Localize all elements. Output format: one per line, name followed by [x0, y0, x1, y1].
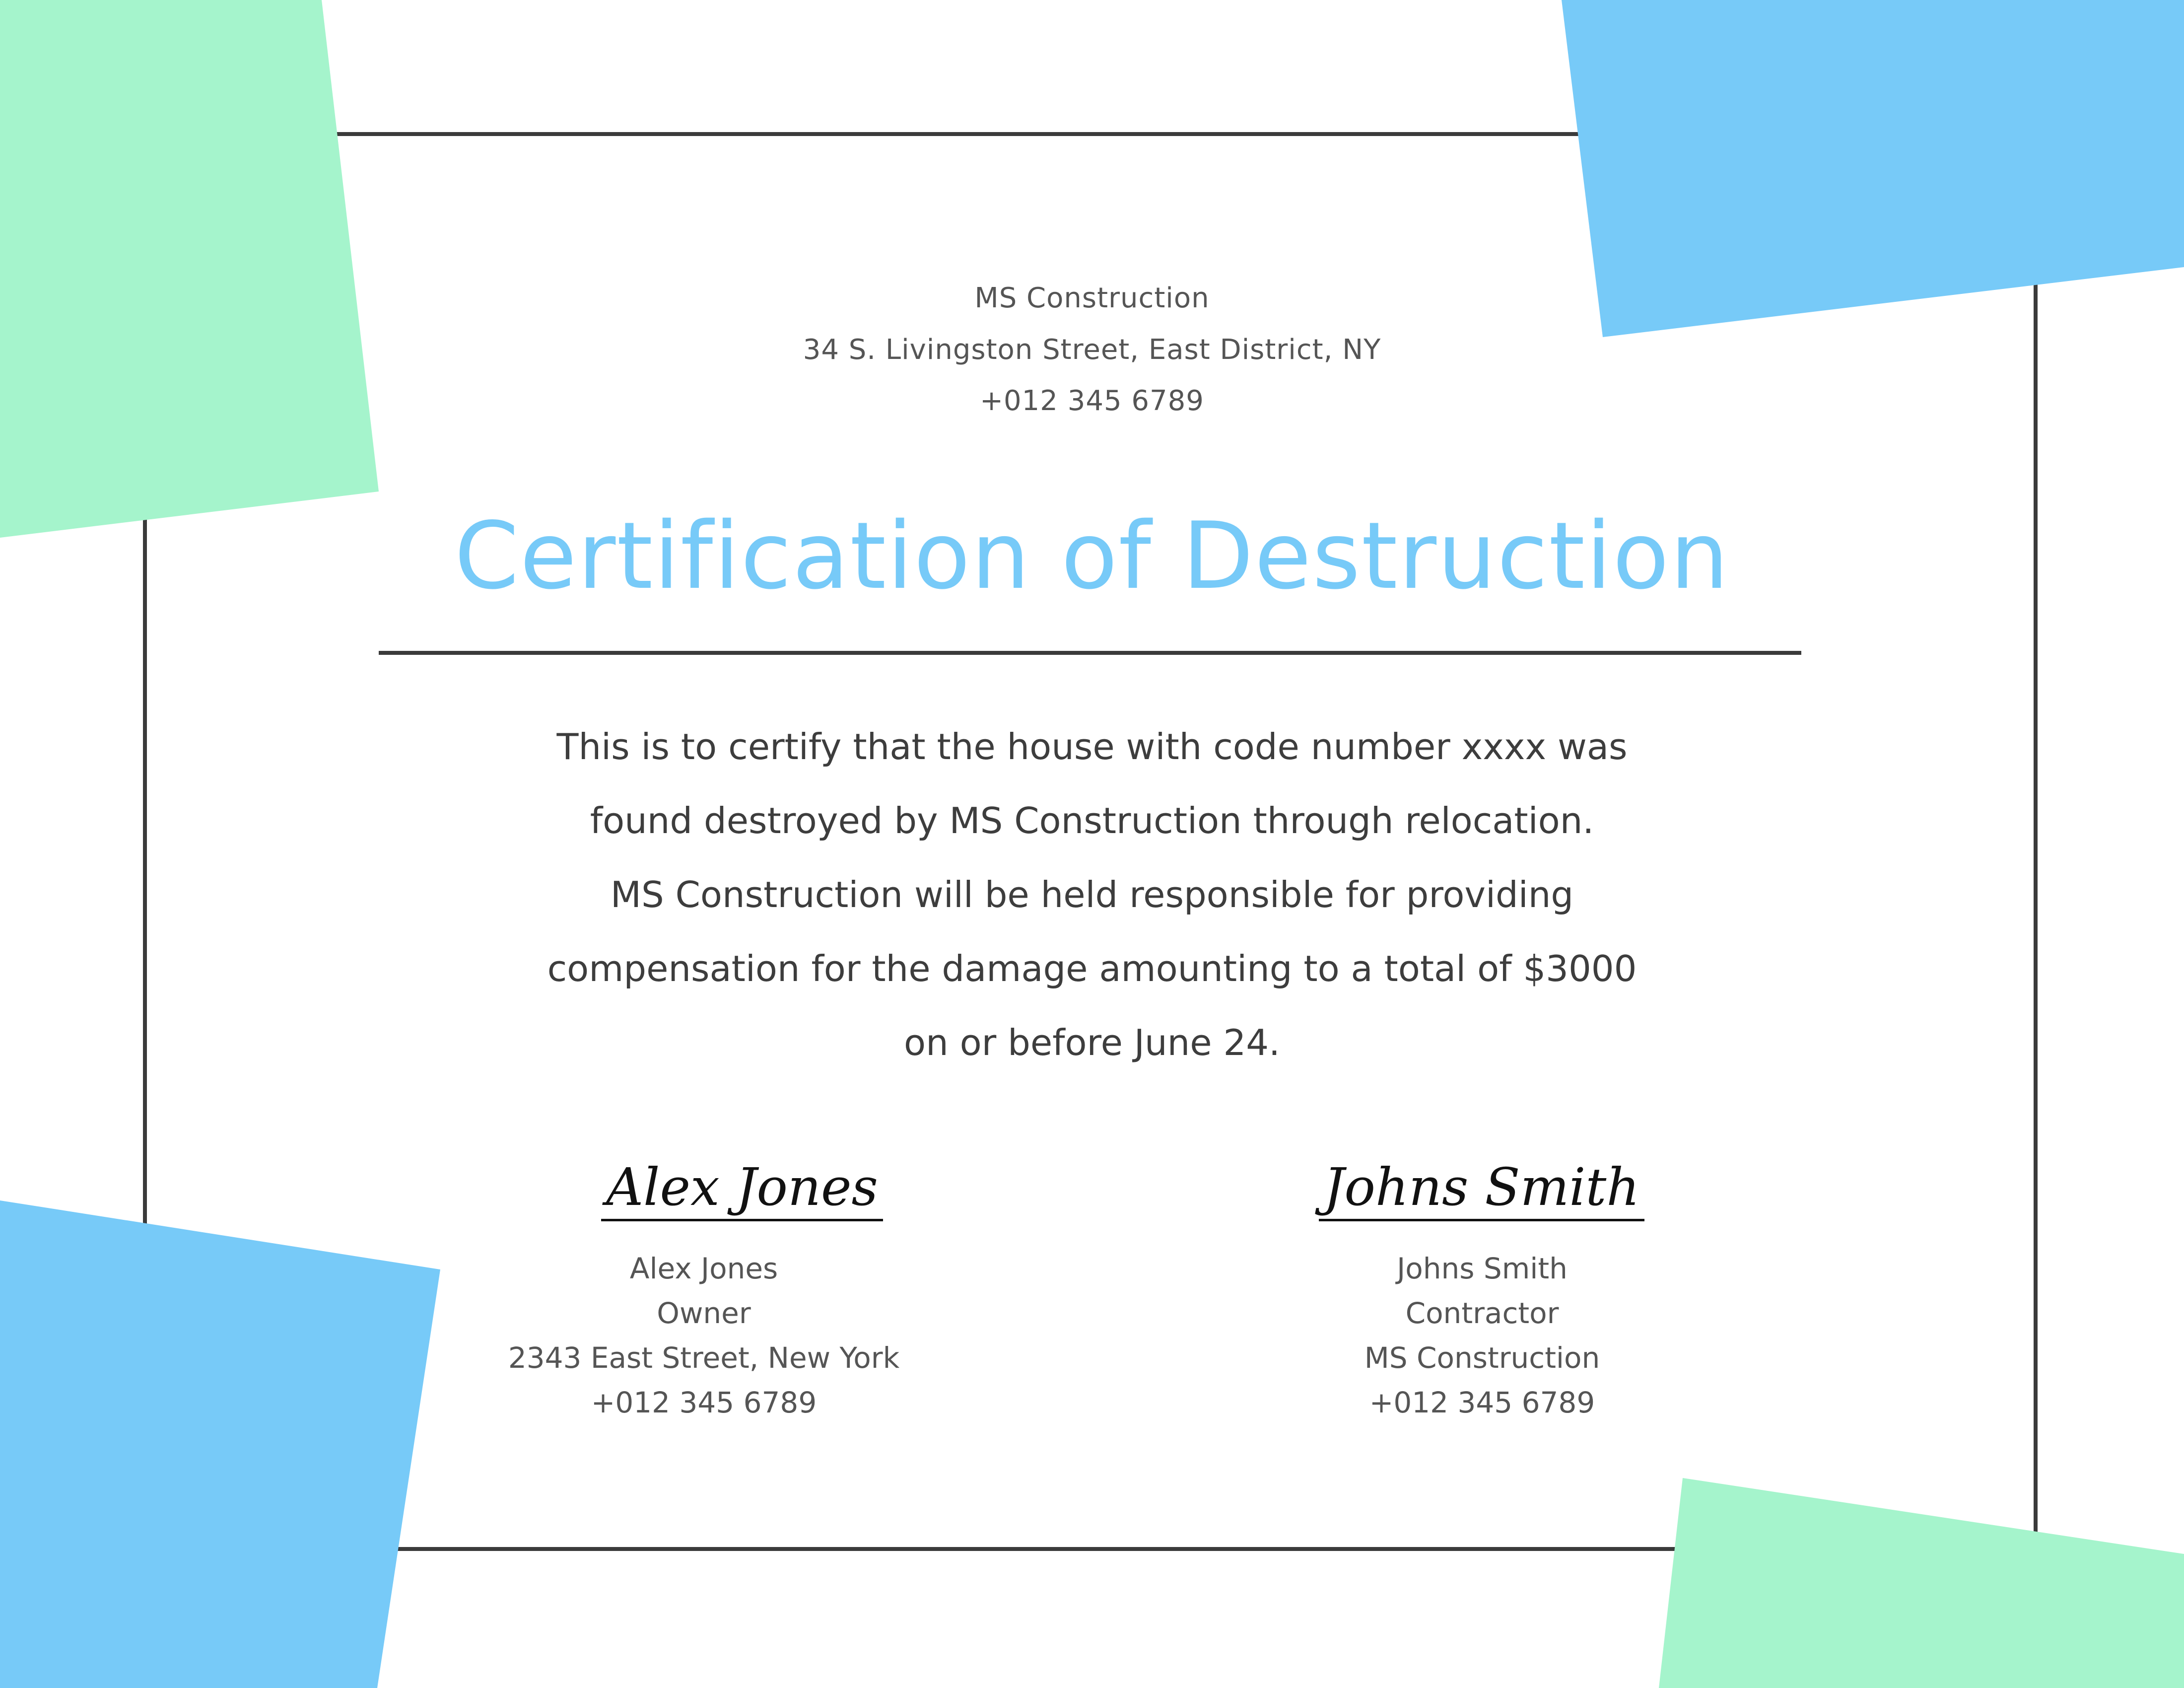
body-line: on or before June 24.: [904, 1022, 1280, 1063]
body-line: compensation for the damage amounting to a total of $3000: [547, 948, 1637, 989]
body-line: found destroyed by MS Construction through relocation.: [590, 800, 1594, 842]
company-name: MS Construction: [974, 282, 1210, 314]
signature-left-text: Alex Jones: [601, 1157, 883, 1221]
signatory-right-company: MS Construction: [1364, 1341, 1600, 1375]
certificate-body: [447, 710, 1737, 1080]
title-divider: [379, 651, 1801, 655]
top-left-green-shape: [0, 0, 379, 538]
company-phone: +012 345 6789: [980, 385, 1204, 417]
signatory-left-role: Owner: [657, 1296, 751, 1330]
body-line: MS Construction will be held responsible for providing: [610, 874, 1574, 915]
signatory-left-address: 2343 East Street, New York: [508, 1341, 900, 1375]
signature-left: [519, 1157, 965, 1221]
signatory-right-role: Contractor: [1405, 1296, 1559, 1330]
signatory-left-phone: +012 345 6789: [591, 1386, 817, 1419]
body-line: This is to certify that the house with code number xxxx was: [556, 726, 1628, 768]
signatory-right: [1209, 1246, 1755, 1425]
signatory-right-phone: +012 345 6789: [1369, 1386, 1595, 1419]
signatory-left: [431, 1246, 977, 1425]
signatory-right-name: Johns Smith: [1397, 1252, 1568, 1285]
signature-right: [1258, 1157, 1705, 1221]
bottom-right-green-shape: [1659, 1478, 2184, 1688]
signatory-left-name: Alex Jones: [629, 1252, 778, 1285]
signature-right-text: Johns Smith: [1319, 1157, 1645, 1221]
company-address: 34 S. Livingston Street, East District, NY: [803, 334, 1381, 366]
page-title: Certification of Destruction: [454, 502, 1730, 610]
bottom-left-blue-shape: [0, 1200, 440, 1688]
